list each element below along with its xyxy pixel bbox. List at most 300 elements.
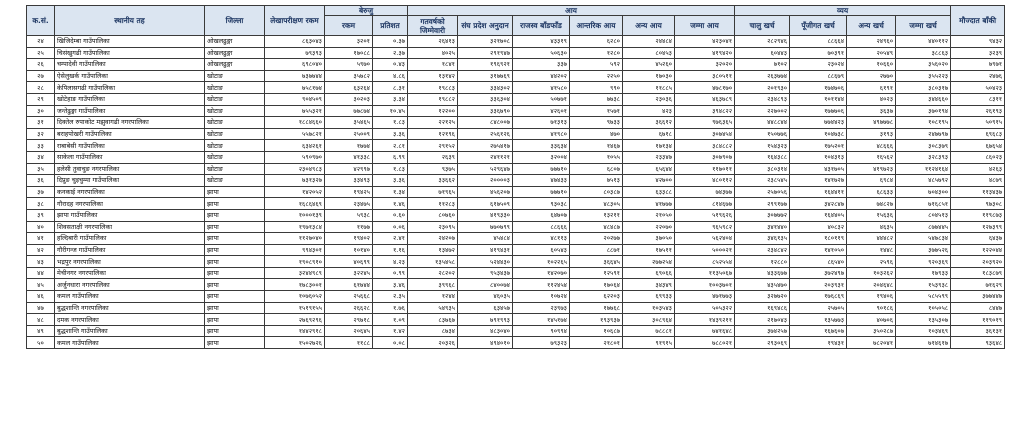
table-cell: झापा (205, 325, 265, 337)
header-income-group: आय (408, 6, 735, 16)
table-cell: ६७६५४ (951, 140, 1005, 152)
table-row (27, 337, 1005, 349)
table-cell: ७१९६५ (408, 186, 458, 198)
table-cell: ७१६२९ (951, 279, 1005, 291)
table-cell: १४४८ (847, 244, 896, 256)
table-row (27, 256, 1005, 268)
table-cell: ०.४३ (373, 59, 408, 71)
table-cell: १७५२०१ (790, 140, 847, 152)
table-cell: १०३२६२ (847, 267, 896, 279)
table-row (27, 198, 1005, 210)
table-cell: ९३६४८ (951, 337, 1005, 349)
table-cell: खोटाङ (205, 93, 265, 105)
table-cell: ६५६४४ (623, 163, 675, 175)
table-cell: ७७७१० (513, 186, 570, 198)
table-row (27, 93, 1005, 105)
table-cell: ८३७६७ (408, 314, 458, 326)
table-cell: ९७३३ (570, 117, 623, 129)
table-cell: ८७३४ (408, 325, 458, 337)
table-cell: ५९०९७० (265, 151, 325, 163)
table-cell: १.७६ (373, 302, 408, 314)
header-audited-amount: लेखापरीक्षण रकम (265, 6, 325, 36)
table-cell: ४७० (570, 128, 623, 140)
table-cell: ७४१६४८ (675, 325, 735, 337)
table-row (27, 291, 1005, 303)
table-cell: ९९० (570, 82, 623, 94)
table-cell: १६५६२ (847, 151, 896, 163)
table-cell: ४६०३५ (458, 291, 513, 303)
table-cell: हलेसी तुवाचुङ नगरपालिका (55, 163, 205, 175)
table-cell: ८०७६० (408, 209, 458, 221)
table-cell: १६७६०७ (790, 325, 847, 337)
table-cell: ५०००२१ (675, 244, 735, 256)
table-cell: ७७०७९९ (458, 221, 513, 233)
table-cell: १९४३१ (790, 337, 847, 349)
table-cell: २०३२६ (408, 337, 458, 349)
table-cell: ४७१७७३ (675, 291, 735, 303)
table-cell: ८८६६४ (790, 36, 847, 48)
table-cell: १०६६० (847, 59, 896, 71)
table-cell: ३.३६ (373, 175, 408, 187)
table-cell: २५७०५६ (735, 186, 790, 198)
table-cell: २१०५० (623, 209, 675, 221)
table-cell: ४४ (27, 267, 55, 279)
table-cell: ८०४५३ (623, 47, 675, 59)
table-cell: ८६०२३ (951, 151, 1005, 163)
header-other-expenditure: अन्य खर्च (847, 16, 896, 36)
table-cell: १७७४ (325, 140, 373, 152)
table-cell: ०.६० (373, 209, 408, 221)
table-cell: ओखलढुङ्गा (205, 47, 265, 59)
table-cell: ११७०११ (675, 163, 735, 175)
table-cell: ३३४३०२ (458, 82, 513, 94)
table-cell: ०.०८ (373, 337, 408, 349)
table-cell: २८२०२ (408, 267, 458, 279)
table-cell: १.४२ (373, 325, 408, 337)
table-cell: ९३७५ (408, 163, 458, 175)
table-cell: १०१४० (325, 244, 373, 256)
header-internal-income: आन्तरिक आय (570, 16, 623, 36)
table-cell: चिसंखुगढी गाउँपालिका (55, 47, 205, 59)
table-cell: ७०४३०० (896, 186, 951, 198)
table-cell: ६८६३३ (847, 186, 896, 198)
table-cell: ३२ (27, 128, 55, 140)
table-cell: १६४४०५ (790, 209, 847, 221)
table-cell: ७७८७४ (325, 105, 373, 117)
table-cell: ७४८२७ (847, 198, 896, 210)
table-cell: ३९९६८ (408, 279, 458, 291)
table-cell: ३२२४५ (325, 267, 373, 279)
table-cell: ३२०२० (675, 59, 735, 71)
table-cell: झापा (205, 221, 265, 233)
table-cell: २९१९४७ (458, 47, 513, 59)
table-cell: ३० (27, 105, 55, 117)
table-cell: खोटाङ (205, 117, 265, 129)
table-cell: ४३१७०५ (790, 163, 847, 175)
table-cell: ३३४९३ (325, 175, 373, 187)
table-cell: ११२४१६४ (896, 163, 951, 175)
table-cell: ४८७९ (951, 175, 1005, 187)
table-cell: खोटाङ (205, 163, 265, 175)
header-closing-balance: मौज्दात बाँकी (951, 6, 1005, 36)
table-cell: ५८५५९९ (896, 291, 951, 303)
table-cell: १७५११ (623, 244, 675, 256)
table-cell: २३४८४२ (735, 244, 790, 256)
table-cell: ४५ (27, 279, 55, 291)
table-cell: १४२०५२ (265, 186, 325, 198)
table-cell: १५०२७२६ (265, 337, 325, 349)
table-row (27, 59, 1005, 71)
table-cell: १९४०६ (847, 291, 896, 303)
table-cell: ६१७५०९ (458, 198, 513, 210)
table-cell: १५७१ (570, 105, 623, 117)
table-cell: ४६३५ (847, 221, 896, 233)
table-cell: २६१९३ (951, 105, 1005, 117)
table-cell: ७५१३ (570, 175, 623, 187)
table-cell: १७७६८ (570, 302, 623, 314)
table-cell: २८२९४६ (735, 36, 790, 48)
table-row (27, 267, 1005, 279)
table-cell: २६४१३ (408, 36, 458, 48)
table-cell: ६३४५७ (458, 302, 513, 314)
table-cell: १००३७०१ (675, 279, 735, 291)
table-cell: १४५१७४ (513, 314, 570, 326)
table-cell: २२५० (570, 70, 623, 82)
table-cell: ४५४८४ (458, 233, 513, 245)
table-cell: ७९१९९३ (458, 314, 513, 326)
table-row (27, 302, 1005, 314)
table-cell: १३२११ (570, 209, 623, 221)
header-capital-expenditure: पूँजीगत खर्च (790, 16, 847, 36)
table-cell: ४६३७८९ (675, 93, 735, 105)
table-row (27, 140, 1005, 152)
table-cell: ४७४३३ (513, 175, 570, 187)
table-cell: ७१३१३ (513, 117, 570, 129)
table-cell: ४८५७९२ (896, 175, 951, 187)
table-cell: ६४३७ (951, 233, 1005, 245)
table-cell: ६१९१ (847, 82, 896, 94)
table-cell: अर्जुनधारा नगरपालिका (55, 279, 205, 291)
report-table-container (26, 5, 1004, 349)
table-cell: ९३०३८ (513, 198, 570, 210)
table-cell: २०३९३१ (790, 279, 847, 291)
table-cell: ३३६३०४ (458, 93, 513, 105)
table-cell: ४१९४३१ (458, 244, 513, 256)
table-cell: ३५६०२० (896, 59, 951, 71)
table-cell: ०.०६ (373, 221, 408, 233)
table-cell: १८४१ (408, 59, 458, 71)
table-cell: ८३११ (951, 93, 1005, 105)
table-cell: २००००३ (458, 175, 513, 187)
table-cell: ४३३१९ (513, 36, 570, 48)
table-cell: ४४०११२ (896, 36, 951, 48)
table-row (27, 70, 1005, 82)
table-cell: १०८१९५ (896, 117, 951, 129)
table-row (27, 105, 1005, 117)
table-cell: ३६ (27, 175, 55, 187)
table-cell: २०६४५ (325, 325, 373, 337)
table-cell: ३२००४ (513, 151, 570, 163)
table-cell: कनकाई नगरपालिका (55, 186, 205, 198)
table-cell: ३७०१९४ (896, 105, 951, 117)
table-cell: २.४१ (373, 233, 408, 245)
table-cell: ४८४८७ (570, 221, 623, 233)
table-cell: ३१ (27, 117, 55, 129)
table-cell: ६०४४३ (735, 47, 790, 59)
table-cell: २५७०५ (790, 302, 847, 314)
table-cell: ३८८६३ (896, 47, 951, 59)
table-cell: झापा गाउँपालिका (55, 209, 205, 221)
table-cell: ४.८६ (373, 70, 408, 82)
table-cell: बराहपोखरी गाउँपालिका (55, 128, 205, 140)
table-cell: ९०९९४ (513, 325, 570, 337)
table-cell: ३३६६२ (408, 175, 458, 187)
table-cell: ५० (27, 337, 55, 349)
table-cell: ६७१८ (623, 128, 675, 140)
header-federal-provincial-grant: संघ प्रदेश अनुदान (458, 16, 513, 36)
table-row (27, 82, 1005, 94)
table-cell: ६९८४ (847, 175, 896, 187)
table-cell: ६०५४३ (513, 244, 570, 256)
table-cell: ३७ (27, 186, 55, 198)
table-cell: २०१९३० (735, 82, 790, 94)
table-cell: ४६ (27, 291, 55, 303)
table-cell: ३५५२२३ (896, 70, 951, 82)
table-cell: १०४७३८ (790, 128, 847, 140)
table-cell: १५०७७६ (735, 128, 790, 140)
header-current-expenditure: चालु खर्च (735, 16, 790, 36)
table-cell: १२२०४४ (951, 244, 1005, 256)
table-cell: २९१५२ (408, 140, 458, 152)
table-cell: ३७४२५७ (735, 325, 790, 337)
table-cell: ३०८९६४ (623, 314, 675, 326)
header-arrears-percent: प्रतिशत (373, 16, 408, 36)
table-cell: २३०९५ (408, 221, 458, 233)
table-cell: ३८४८८२ (675, 140, 735, 152)
table-cell: ३.३४ (373, 93, 408, 105)
table-cell: ४१३३८ (325, 151, 373, 163)
table-cell: १४१०५० (790, 244, 847, 256)
table-cell: ९७६३६५ (675, 117, 735, 129)
table-cell: १०५०५८ (896, 302, 951, 314)
table-cell: ९१९१५ (623, 337, 675, 349)
table-cell: ७४३७७ (675, 186, 735, 198)
table-cell: २५ (27, 47, 55, 59)
table-cell: ४१९४२० (675, 47, 735, 59)
table-cell: ७३७७४४ (265, 70, 325, 82)
table-cell: ९७३०८ (951, 198, 1005, 210)
table-cell: १०११४४ (790, 93, 847, 105)
table-cell: झापा (205, 198, 265, 210)
table-cell: १३५३०७ (896, 314, 951, 326)
table-cell: ७९३२३ (513, 337, 570, 349)
table-cell: २०३९२० (951, 256, 1005, 268)
table-cell: ३५०२८७ (847, 325, 896, 337)
table-cell: ६८०७ (570, 163, 623, 175)
table-cell: ९०४५०९ (265, 93, 325, 105)
table-cell: १०४३१३ (790, 151, 847, 163)
table-cell: २४ (27, 36, 55, 48)
table-row (27, 117, 1005, 129)
table-cell: ३१९३ (847, 128, 896, 140)
table-cell: ९६५९८२ (675, 221, 735, 233)
table-cell: १२८८० (735, 256, 790, 268)
header-arrears-amount: रकम (325, 16, 373, 36)
table-cell: खोटेहाङ गाउँपालिका (55, 93, 205, 105)
table-cell: ५०५३२२ (675, 302, 735, 314)
table-cell: १८३८७९ (951, 267, 1005, 279)
table-cell: ४०६९९ (325, 256, 373, 268)
table-cell: ७३१३२७ (265, 175, 325, 187)
table-cell: ७५५३२१ (265, 105, 325, 117)
table-cell: ४२७०० (623, 175, 675, 187)
table-cell: २४४८४ (623, 36, 675, 48)
table-cell: ७७३८ (570, 93, 623, 105)
table-cell: २१८०१ (570, 337, 623, 349)
table-cell: ८.३१ (373, 82, 408, 94)
table-cell: ११२८३ (408, 198, 458, 210)
table-cell: ४२६३ (951, 163, 1005, 175)
table-cell: ४४८८४४ (735, 117, 790, 129)
table-cell: ५४७८३४ (896, 233, 951, 245)
table-cell: ८०३८७ (570, 186, 623, 198)
table-cell: केपिलासगढी गाउँपालिका (55, 82, 205, 94)
table-cell: साकेला गाउँपालिका (55, 151, 205, 163)
table-cell: हल्दिबारी गाउँपालिका (55, 233, 205, 245)
table-cell: ३०७७७२ (735, 209, 790, 221)
table-cell: खोटाङ (205, 128, 265, 140)
table-cell: ४२ (27, 244, 55, 256)
table-cell: २०४६४८ (847, 279, 896, 291)
table-cell: ११२७०४० (265, 233, 325, 245)
table-cell: ११९०१९ (951, 314, 1005, 326)
table-cell: २४७६ (951, 70, 1005, 82)
table-cell: १०.४५ (373, 105, 408, 117)
table-cell: झापा (205, 267, 265, 279)
table-cell: ३५७८२ (325, 70, 373, 82)
table-cell: ५६२४०४ (675, 233, 735, 245)
table-cell: बुद्धशान्ति नगरपालिका (55, 302, 205, 314)
table-cell: २७७० (847, 70, 896, 82)
table-cell: ६२८० (570, 36, 623, 48)
table-row (27, 279, 1005, 291)
table-cell: ३६६४५ (570, 256, 623, 268)
table-cell: ३२८३९३ (896, 151, 951, 163)
table-cell: ९४३२ (951, 36, 1005, 48)
table-cell: १०५५ (570, 151, 623, 163)
table-cell: ८४४७ (951, 302, 1005, 314)
table-row (27, 151, 1005, 163)
table-cell: ५९३८ (325, 209, 373, 221)
table-cell: १७६८६९ (790, 291, 847, 303)
table-cell: २७७२५४ (623, 256, 675, 268)
table-cell: ३०७४५४ (675, 128, 735, 140)
table-cell: २९७१८ (325, 314, 373, 326)
table-cell: ११३५०६७ (675, 267, 735, 279)
table-cell: १५३९३८ (896, 279, 951, 291)
table-cell: २९३०६९ (735, 337, 790, 349)
table-cell: १.१६ (373, 244, 408, 256)
table-cell: ६.९९ (373, 151, 408, 163)
table-cell: ३.३६ (373, 128, 408, 140)
table-cell: १३४७२ (408, 244, 458, 256)
table-cell: ८८७१ (570, 244, 623, 256)
table-cell: ३२१७०८ (458, 36, 513, 48)
header-total-expenditure: जम्मा खर्च (896, 16, 951, 36)
table-cell: ४४२०२ (513, 70, 570, 82)
table-cell: १९४२५ (325, 186, 373, 198)
table-cell: ११७७ (325, 221, 373, 233)
table-row (27, 175, 1005, 187)
table-cell: १९३९३७ (570, 314, 623, 326)
table-cell: १९४०२ (325, 233, 373, 245)
table-cell: २३९७३ (513, 302, 570, 314)
table-cell: ३४३४९ (623, 279, 675, 291)
table-cell: ३२७७२० (735, 291, 790, 303)
table-cell: ८५२५५४ (675, 256, 735, 268)
table-cell: १७०३० (623, 70, 675, 82)
table-cell: ३७७५२६ (896, 244, 951, 256)
table-cell: ७८८०२१ (675, 337, 735, 349)
table-cell: ३८०३१४ (735, 163, 790, 175)
table-cell: १९८८३ (408, 82, 458, 94)
table-cell: ३७०५० (623, 233, 675, 245)
table-cell: १०२२६५ (513, 256, 570, 268)
table-cell: २३०३६ (623, 93, 675, 105)
table-cell: राबाबेसी गाउँपालिका (55, 140, 205, 152)
table-cell: ३३ (27, 140, 55, 152)
table-cell: २.३७ (373, 47, 408, 59)
table-cell: १२५९१ (570, 267, 623, 279)
table-cell: २४७७९७ (896, 128, 951, 140)
table-cell: ३४४६६० (896, 93, 951, 105)
table-cell: झापा (205, 233, 265, 245)
table-cell: ५२४४३० (458, 256, 513, 268)
table-cell: १६४४११ (790, 186, 847, 198)
table-cell: १४६७ (570, 140, 623, 152)
table-cell: ४३ (27, 256, 55, 268)
table-row (27, 186, 1005, 198)
table-cell: २२७००२ (735, 105, 790, 117)
table-cell: ३५४६५ (325, 117, 373, 129)
table-cell: १३५७७३ (790, 314, 847, 326)
table-cell: ७०३९१ (790, 47, 847, 59)
table-cell: १४२०७० (513, 267, 570, 279)
table-cell: ५१९६२६ (675, 209, 735, 221)
table-cell: दिक्तेल रुपाकोट मझुवागढी नगरपालिका (55, 117, 205, 129)
table-cell: चम्पादेवी गाउँपालिका (55, 59, 205, 71)
table-cell: ४०७०६ (847, 314, 896, 326)
table-cell: मेचीनगर नगरपालिका (55, 267, 205, 279)
table-cell: १७८३००१ (265, 279, 325, 291)
table-cell: कमल गाउँपालिका (55, 337, 205, 349)
table-cell: ७८२०४१ (847, 337, 896, 349)
header-total-income: जम्मा आय (675, 16, 735, 36)
table-cell: ६९६८३ (951, 128, 1005, 140)
table-cell: खिजिदेम्बा गाउँपालिका (55, 36, 205, 48)
table-cell: ४२६०१ (513, 105, 570, 117)
table-cell: २५६१२६ (458, 128, 513, 140)
table-cell: ७७४४२३ (790, 117, 847, 129)
table-cell: २९ (27, 93, 55, 105)
table-cell: ४०२३ (847, 93, 896, 105)
table-cell: ३०७९०७ (675, 151, 735, 163)
table-cell: १.४६ (373, 198, 408, 210)
table-cell: १७७७०६ (790, 105, 847, 117)
table-cell: ६१७४४ (325, 279, 373, 291)
table-cell: १७०६४ (570, 279, 623, 291)
table-cell: ५०७७१ (513, 93, 570, 105)
